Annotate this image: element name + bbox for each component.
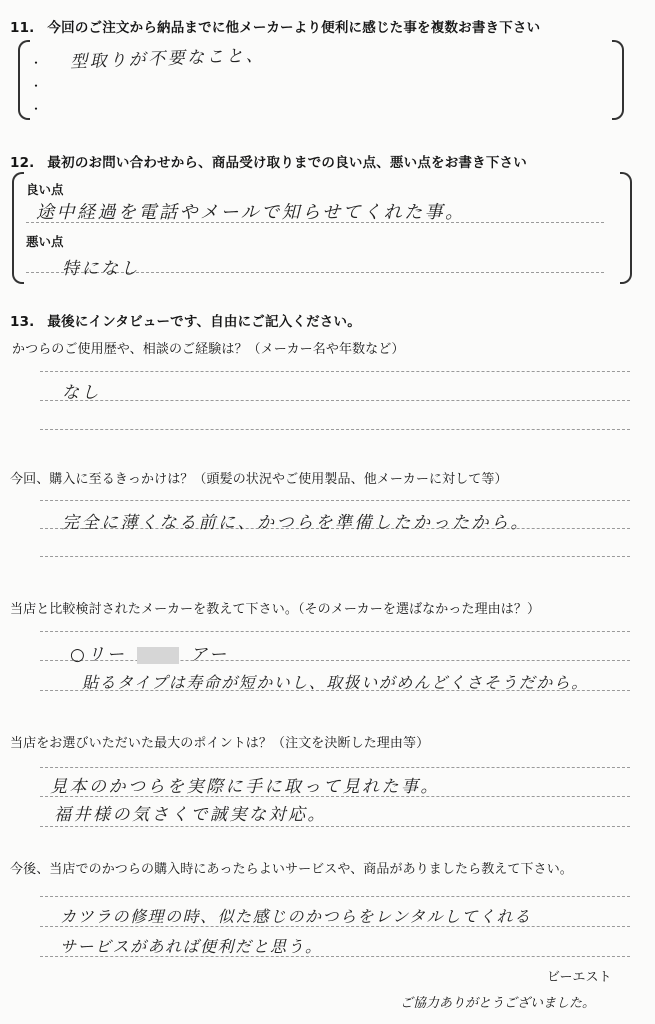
q13-point-line-3 xyxy=(40,826,630,827)
q13-compare-line-1 xyxy=(40,631,630,632)
q12-bracket-right xyxy=(620,172,632,284)
q13-point-answer-1: 見本のかつらを実際に手に取って見れた事。 xyxy=(50,777,440,797)
q13-number: 13. xyxy=(10,314,35,330)
q12-good-answer: 途中経過を電話やメールで知らせてくれた事。 xyxy=(36,202,466,223)
q13-point-question: 当店をお選びいただいた最大のポイントは？（注文を決断した理由等） xyxy=(10,736,430,751)
q11-bullet-2: ・ xyxy=(30,79,43,93)
q13-reason-answer: 完全に薄くなる前に、かつらを準備したかったから。 xyxy=(62,513,530,533)
q12-bad-answer: 特になし xyxy=(62,259,140,279)
q12-bad-label: 悪い点 xyxy=(26,234,64,249)
q13-history-line-2 xyxy=(40,400,630,401)
q13-compare-answer-suffix: アー xyxy=(190,645,229,665)
q11-bullet-3: ・ xyxy=(30,102,43,116)
q13-future-answer-2: サービスがあれば便利だと思う。 xyxy=(60,937,323,956)
q12-number: 12. xyxy=(10,155,35,171)
q12-question: 最初のお問い合わせから、商品受け取りまでの良い点、悪い点をお書き下さい xyxy=(47,155,527,171)
q11-bracket-left xyxy=(18,40,30,120)
q13-compare-answer-prefix: ○リー xyxy=(70,645,127,665)
q13-future-question: 今後、当店でのかつらの購入時にあったらよいサービスや、商品がありましたら教えて下さい。 xyxy=(10,862,573,877)
q13-reason-question: 今回、購入に至るきっかけは？（頭髪の状況やご使用製品、他メーカーに対して等） xyxy=(10,472,508,487)
q13-question: 最後にインタビューです、自由にご記入ください。 xyxy=(47,314,361,330)
q13-point-answer-2: 福井様の気さくで誠実な対応。 xyxy=(54,805,327,825)
q13-reason-line-3 xyxy=(40,556,630,557)
q13-history-answer: なし xyxy=(62,383,101,403)
q13-future-answer-1: カツラの修理の時、似た感じのかつらをレンタルしてくれる xyxy=(60,907,532,926)
q13-history-line-3 xyxy=(40,429,630,430)
q13-point-line-1 xyxy=(40,767,630,768)
q11-bracket-right xyxy=(612,40,624,120)
q13-compare-answer-2: 貼るタイプは寿命が短かいし、取扱いがめんどくさそうだから。 xyxy=(82,673,589,692)
q13-compare-question: 当店と比較検討されたメーカーを教えて下さい。（そのメーカーを選ばなかった理由は？） xyxy=(10,602,541,617)
q13-future-line-1 xyxy=(40,896,630,897)
q13-history-question: かつらのご使用歴や、相談のご経験は？（メーカー名や年数など） xyxy=(12,342,405,357)
q11-bullet-1: ・ xyxy=(30,56,43,70)
q11-question: 今回のご注文から納品までに他メーカーより便利に感じた事を複数お書き下さい xyxy=(47,20,541,36)
q13-history-line-1 xyxy=(40,371,630,372)
q12-good-label: 良い点 xyxy=(26,182,64,197)
q12-title xyxy=(10,151,527,171)
footer-company: ビーエスト xyxy=(547,970,612,985)
q11-title xyxy=(10,16,540,36)
q13-reason-line-1 xyxy=(40,500,630,501)
q11-number: 11. xyxy=(10,20,35,36)
q13-compare-answer-1 xyxy=(70,640,229,665)
q12-bracket-left xyxy=(12,172,24,284)
redacted-name-block xyxy=(137,647,179,664)
q11-answer: 型取りが不要なこと、 xyxy=(69,45,266,73)
footer-thanks: ご協力ありがとうございました。 xyxy=(400,996,596,1011)
q13-title xyxy=(10,310,361,330)
